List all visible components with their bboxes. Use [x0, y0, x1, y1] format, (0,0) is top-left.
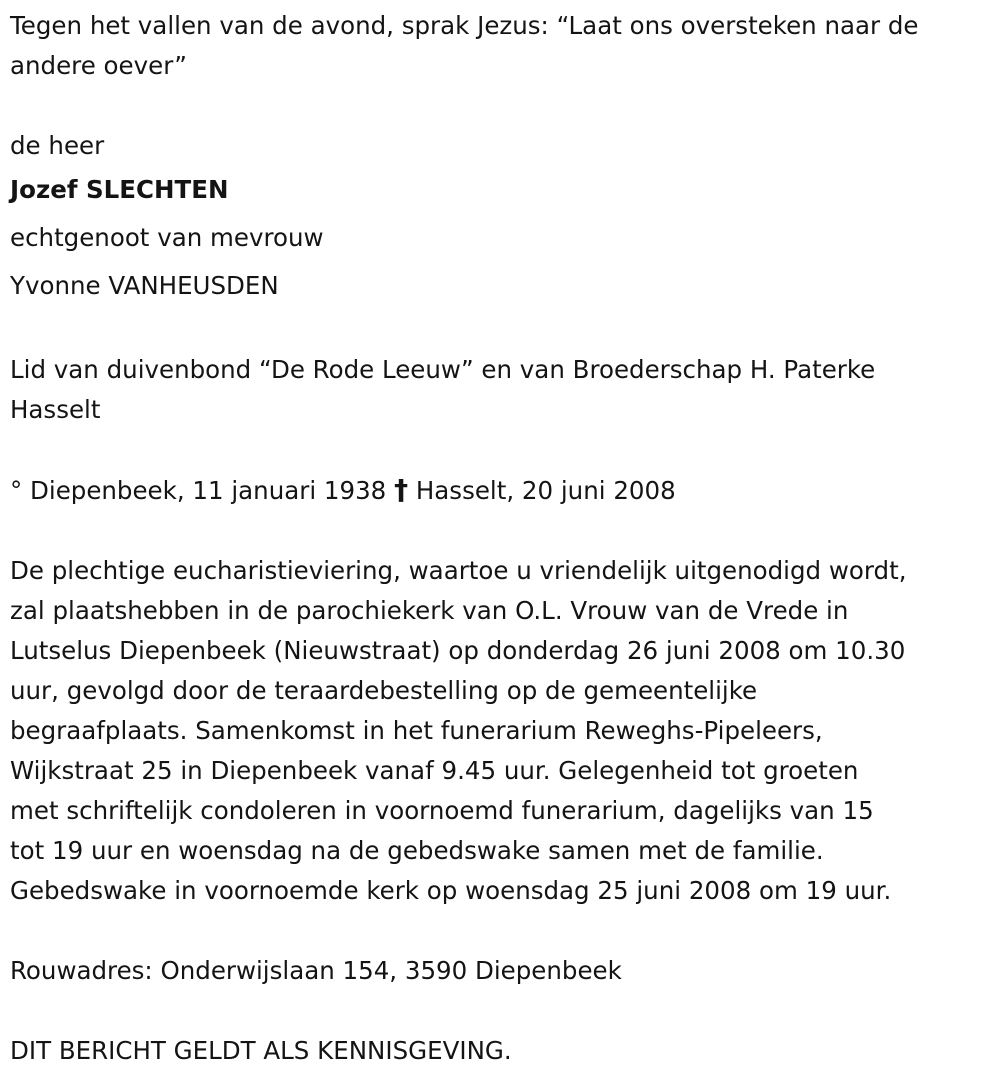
ceremony-line: begraafplaats. Samenkomst in het funerarium Reweghs-Pipeleers, — [10, 716, 823, 745]
cross-icon: † — [394, 473, 409, 506]
spouse-relation: echtgenoot van mevrouw — [10, 223, 324, 252]
ceremony-line: Gebedswake in voornoemde kerk op woensdag 25 juni 2008 om 19 uur. — [10, 876, 892, 905]
ceremony-line: tot 19 uur en woensdag na de gebedswake samen met de familie. — [10, 836, 824, 865]
membership-block — [10, 350, 995, 430]
dates-line — [10, 470, 995, 511]
spacer — [10, 430, 995, 470]
ceremony-line: Lutselus Diepenbeek (Nieuwstraat) op donderdag 26 juni 2008 om 10.30 — [10, 636, 906, 665]
ceremony-line: Wijkstraat 25 in Diepenbeek vanaf 9.45 uur. Gelegenheid tot groeten — [10, 756, 859, 785]
intro-quote — [10, 6, 995, 86]
title-prefix: de heer — [10, 131, 105, 160]
ceremony-block — [10, 551, 995, 911]
intro-line: andere oever” — [10, 51, 187, 80]
spacer — [10, 991, 995, 1031]
spacer — [10, 511, 995, 551]
mourning-address: Rouwadres: Onderwijslaan 154, 3590 Diepenbeek — [10, 956, 622, 985]
spouse-name: Yvonne VANHEUSDEN — [10, 271, 279, 300]
spacer — [10, 911, 995, 951]
birth-date: ° Diepenbeek, 11 januari 1938 — [10, 476, 387, 505]
ceremony-line: uur, gevolgd door de teraardebestelling op de gemeentelijke — [10, 676, 758, 705]
ceremony-line: zal plaatshebben in de parochiekerk van O.L. Vrouw van de Vrede in — [10, 596, 849, 625]
intro-line: Tegen het vallen van de avond, sprak Jezus: “Laat ons oversteken naar de — [10, 11, 919, 40]
deceased-block — [10, 126, 995, 310]
membership-line: Lid van duivenbond “De Rode Leeuw” en van Broederschap H. Paterke — [10, 355, 876, 384]
notice-statement: DIT BERICHT GELDT ALS KENNISGEVING. — [10, 1036, 512, 1065]
membership-line: Hasselt — [10, 395, 101, 424]
deceased-name: Jozef SLECHTEN — [10, 175, 229, 204]
spacer — [10, 86, 995, 126]
ceremony-line: met schriftelijk condoleren in voornoemd funerarium, dagelijks van 15 — [10, 796, 874, 825]
ceremony-line: De plechtige eucharistieviering, waartoe u vriendelijk uitgenodigd wordt, — [10, 556, 907, 585]
spacer — [10, 310, 995, 350]
obituary-document — [10, 6, 995, 1071]
death-date: Hasselt, 20 juni 2008 — [415, 476, 676, 505]
